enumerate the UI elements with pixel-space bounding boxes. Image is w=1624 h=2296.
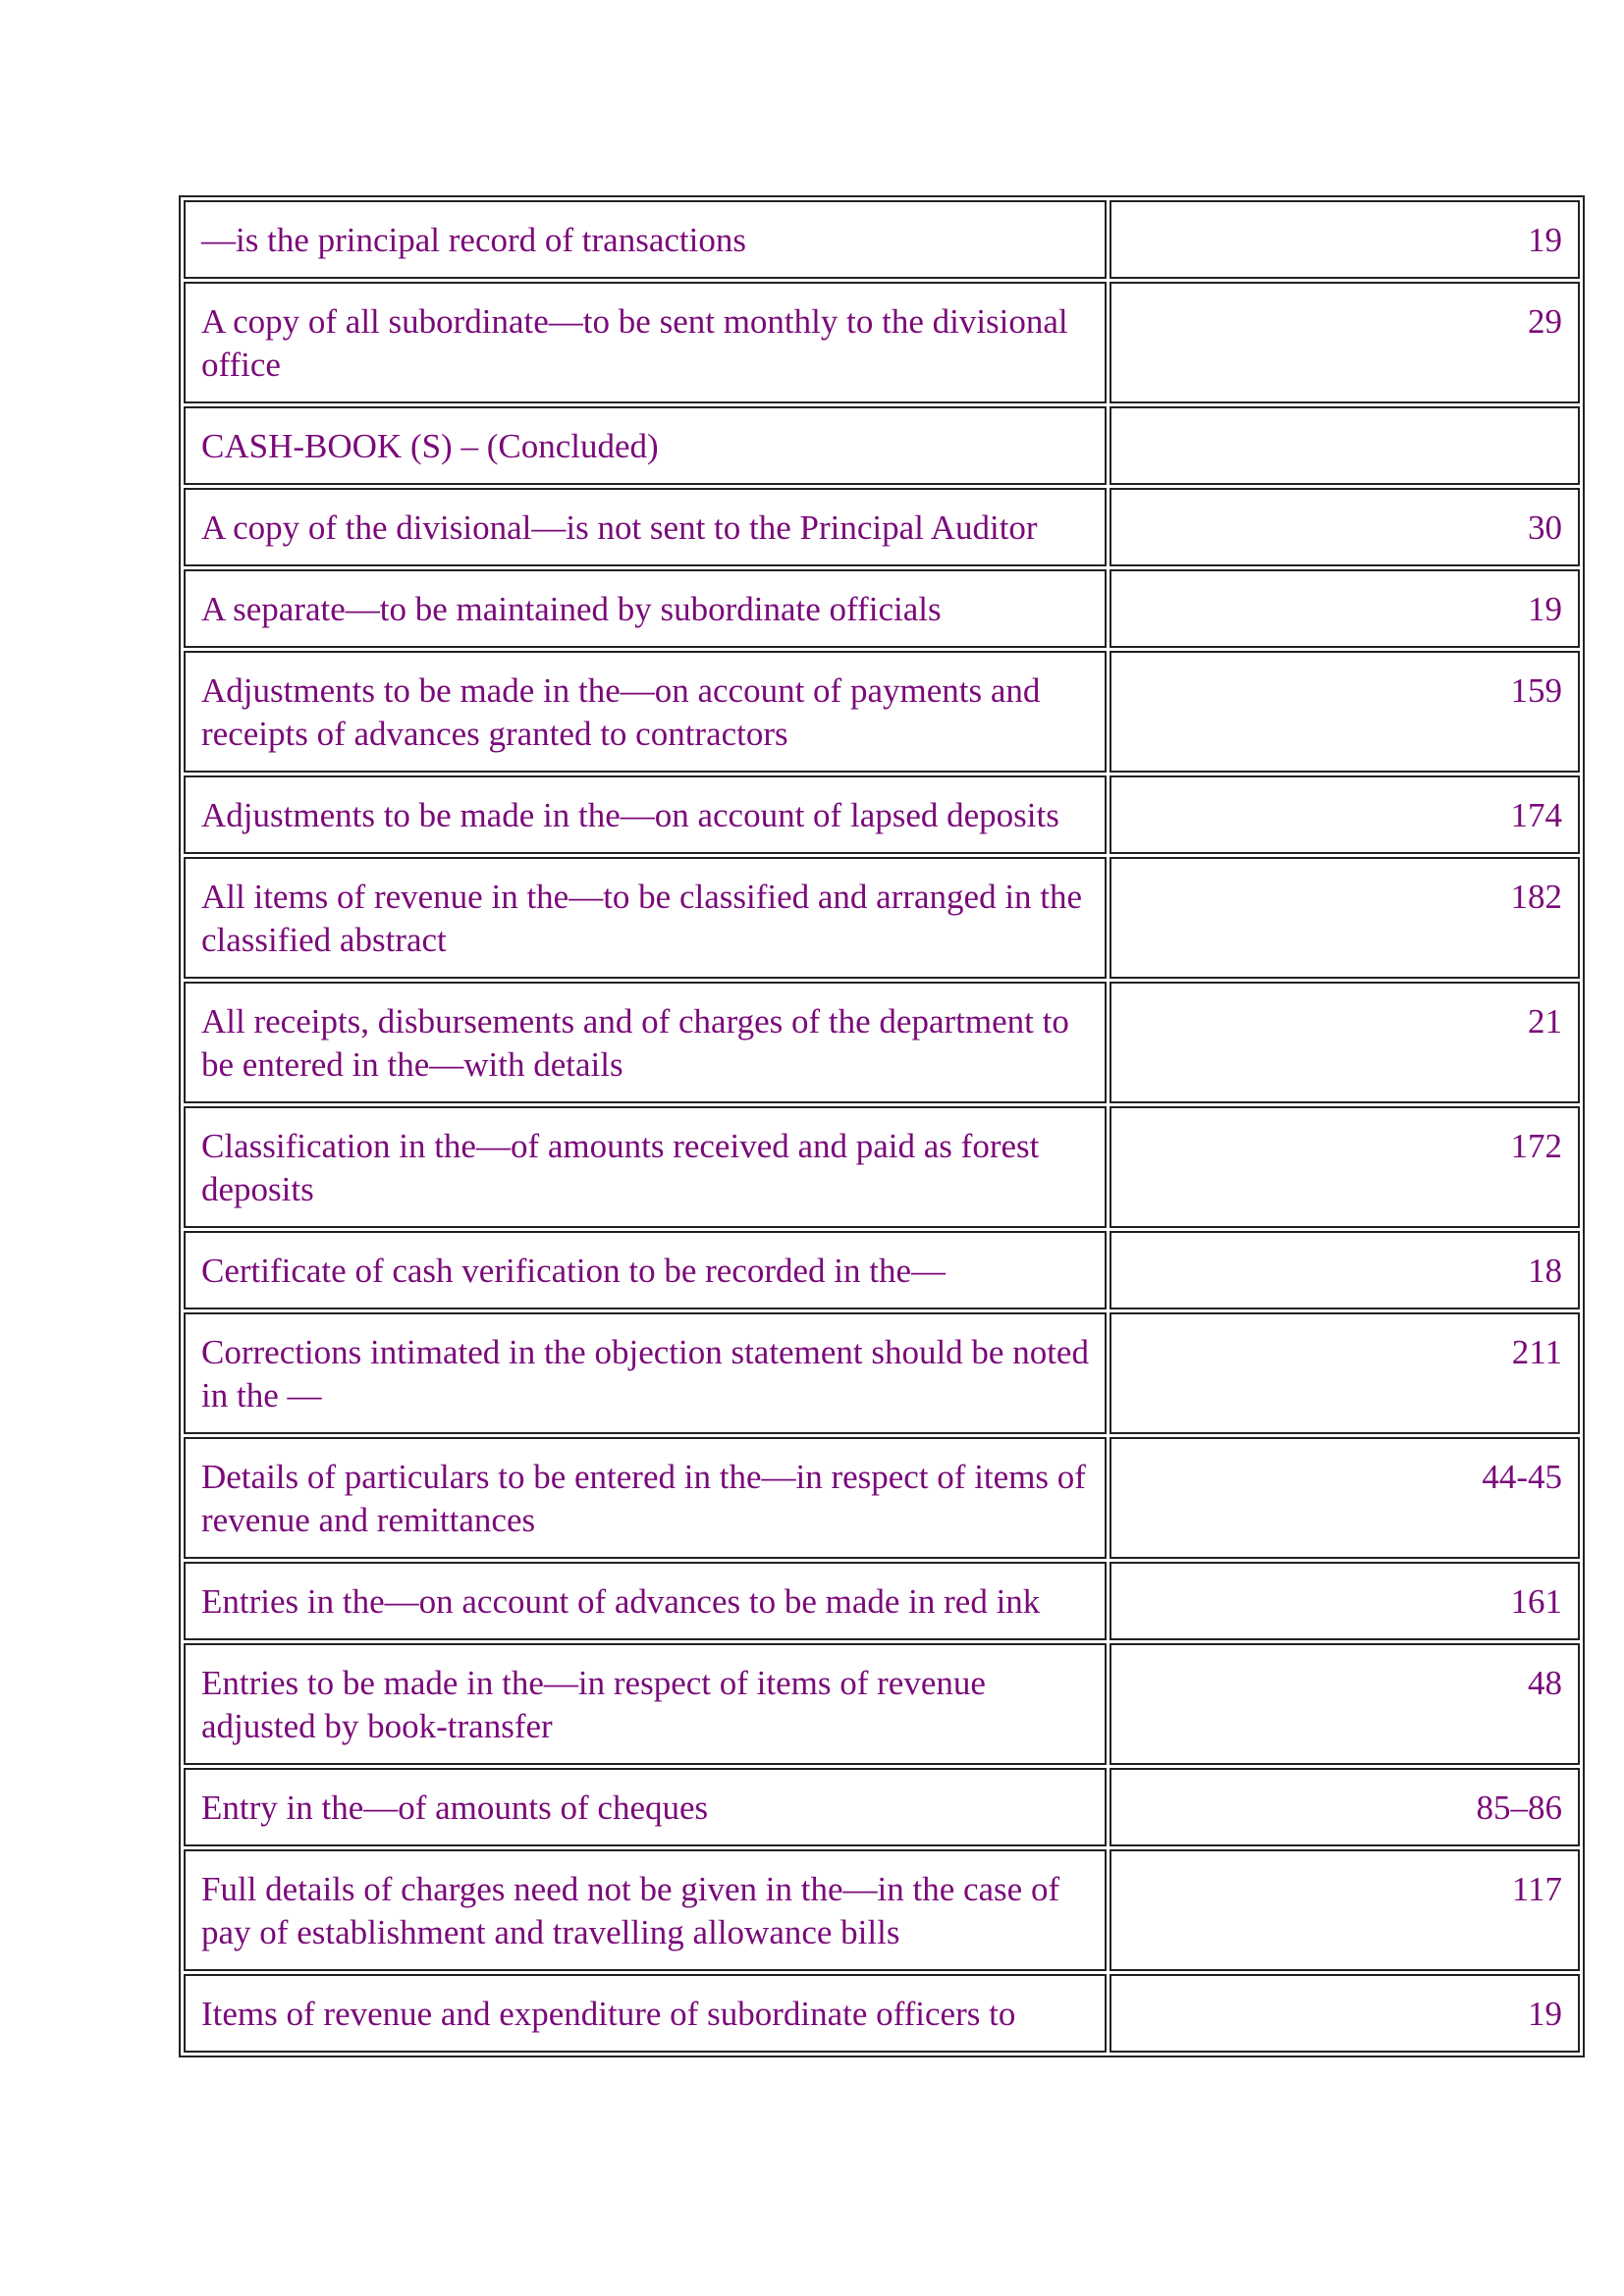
page-number: 161 (1110, 1562, 1580, 1640)
index-table (179, 195, 1585, 2057)
table-row (184, 1562, 1580, 1640)
section-heading: CASH-BOOK (S) – (Concluded) (184, 406, 1107, 485)
page-number: 19 (1110, 1974, 1580, 2053)
table-row (184, 1106, 1580, 1228)
entry-description: Entries in the—on account of advances to be made in red ink (184, 1562, 1107, 1640)
table-row (184, 488, 1580, 566)
page-number: 182 (1110, 857, 1580, 979)
entry-description: All items of revenue in the—to be classified and arranged in the classified abstract (184, 857, 1107, 979)
entry-description: A separate—to be maintained by subordinate officials (184, 569, 1107, 648)
table-row (184, 857, 1580, 979)
table-row (184, 1849, 1580, 1971)
page-number: 48 (1110, 1643, 1580, 1765)
page-number: 29 (1110, 282, 1580, 403)
page-number: 19 (1110, 200, 1580, 279)
entry-description: Full details of charges need not be given in the—in the case of pay of establishment and travelling allowance bills (184, 1849, 1107, 1971)
entry-description: Corrections intimated in the objection statement should be noted in the — (184, 1312, 1107, 1434)
page-number: 117 (1110, 1849, 1580, 1971)
table-row (184, 1974, 1580, 2053)
entry-description: A copy of all subordinate—to be sent monthly to the divisional office (184, 282, 1107, 403)
page-number: 85–86 (1110, 1768, 1580, 1846)
table-row (184, 775, 1580, 854)
page-number (1110, 406, 1580, 485)
entry-description: Entry in the—of amounts of cheques (184, 1768, 1107, 1846)
entry-description: Adjustments to be made in the—on account of payments and receipts of advances granted to contractors (184, 651, 1107, 773)
entry-description: Classification in the—of amounts received and paid as forest deposits (184, 1106, 1107, 1228)
table-row (184, 1437, 1580, 1559)
entry-description: Adjustments to be made in the—on account of lapsed deposits (184, 775, 1107, 854)
page-number: 159 (1110, 651, 1580, 773)
entry-description: A copy of the divisional—is not sent to the Principal Auditor (184, 488, 1107, 566)
entry-description: —is the principal record of transactions (184, 200, 1107, 279)
page-number: 21 (1110, 982, 1580, 1103)
section-heading-row (184, 406, 1580, 485)
page-number: 18 (1110, 1231, 1580, 1309)
table-row (184, 651, 1580, 773)
table-row (184, 1643, 1580, 1765)
page-number: 30 (1110, 488, 1580, 566)
table-row (184, 1312, 1580, 1434)
table-row (184, 1768, 1580, 1846)
table-row (184, 982, 1580, 1103)
page-number: 172 (1110, 1106, 1580, 1228)
entry-description: Certificate of cash verification to be recorded in the— (184, 1231, 1107, 1309)
page-number: 211 (1110, 1312, 1580, 1434)
page-number: 174 (1110, 775, 1580, 854)
entry-description: Details of particulars to be entered in the—in respect of items of revenue and remittances (184, 1437, 1107, 1559)
entry-description: Items of revenue and expenditure of subordinate officers to (184, 1974, 1107, 2053)
entry-description: Entries to be made in the—in respect of items of revenue adjusted by book-transfer (184, 1643, 1107, 1765)
entry-description: All receipts, disbursements and of charges of the department to be entered in the—with details (184, 982, 1107, 1103)
table-row (184, 282, 1580, 403)
table-row (184, 569, 1580, 648)
table-row (184, 200, 1580, 279)
page-number: 44-45 (1110, 1437, 1580, 1559)
page-number: 19 (1110, 569, 1580, 648)
table-row (184, 1231, 1580, 1309)
